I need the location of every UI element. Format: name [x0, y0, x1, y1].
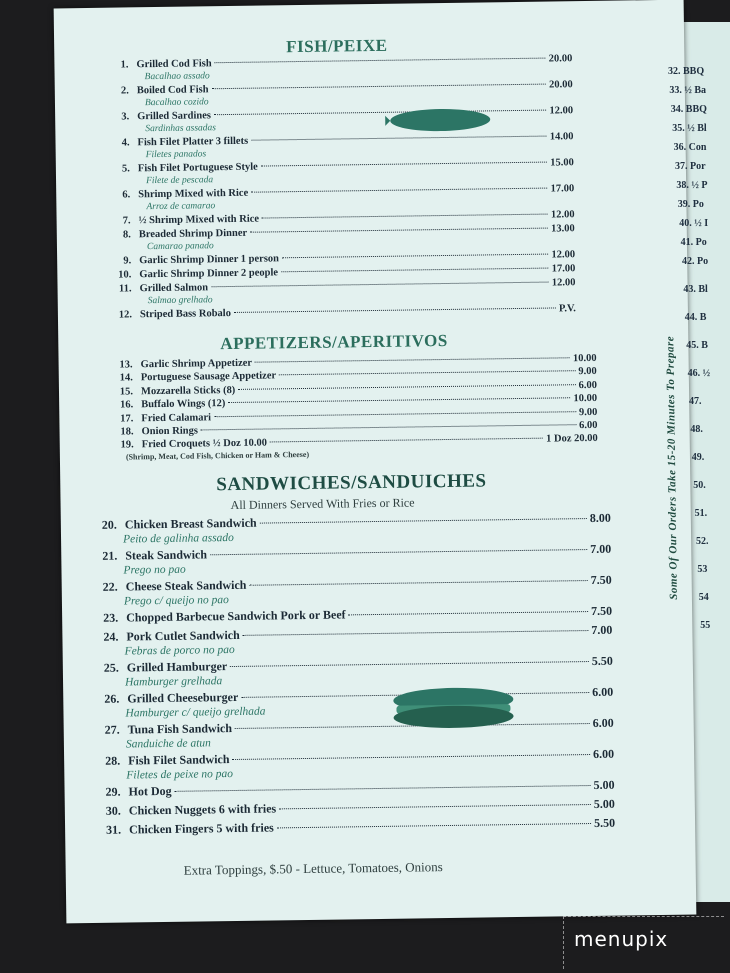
leader-dots: [214, 411, 576, 417]
item-name: Fish Filet Platter 3 fillets: [137, 135, 249, 149]
portuguese-name: Sardinhas assadas: [145, 123, 217, 135]
item-number: 6.: [122, 189, 131, 201]
item-number: 15.: [119, 386, 134, 398]
leader-dots: [210, 549, 587, 555]
leader-dots: [277, 823, 591, 828]
leader-dots: [230, 661, 589, 667]
croquet-note: (Shrimp, Meat, Cod Fish, Chicken or Ham & Cheese): [125, 449, 310, 462]
menu-item-row: [92, 623, 612, 645]
menu-item-row: [91, 511, 611, 533]
item-number: 3.: [121, 111, 130, 123]
menu-item-row: [102, 53, 572, 71]
menu-item-row: [105, 277, 575, 295]
item-number: 30.: [105, 803, 121, 818]
item-name: Grilled Salmon: [139, 282, 209, 295]
item-number: 18.: [120, 426, 134, 438]
next-page-item: 41. Po: [680, 237, 707, 248]
item-name: Grilled Sardines: [137, 110, 212, 123]
leader-dots: [270, 438, 543, 443]
leader-dots: [234, 307, 556, 312]
item-name: Garlic Shrimp Dinner 1 person: [139, 253, 280, 267]
menu-item-row: [104, 157, 574, 175]
portuguese-name: Filete de pescada: [145, 175, 214, 187]
item-price: 15.00: [550, 157, 574, 169]
item-number: 12.: [118, 309, 133, 321]
item-name: Mozzarella Sticks (8): [140, 384, 236, 398]
menu-item-row: [93, 654, 613, 676]
menu-item-row: [92, 573, 612, 595]
portuguese-name: Prego c/ queijo no pao: [123, 594, 229, 608]
next-page-item: 48.: [690, 424, 703, 435]
next-page-item: 51.: [694, 508, 708, 519]
item-price: 12.00: [551, 277, 576, 289]
next-page-item: 52.: [696, 536, 709, 547]
leader-dots: [201, 424, 576, 430]
item-name: Hot Dog: [128, 783, 172, 799]
item-number: 17.: [120, 412, 134, 425]
item-price: 1 Doz 20.00: [546, 433, 598, 445]
portuguese-name: Bacalhao cozido: [144, 97, 209, 109]
extra-toppings-note: Extra Toppings, $.50 - Lettuce, Tomatoes, Onions: [183, 859, 443, 878]
item-number: 27.: [104, 722, 120, 737]
menu-item-row: [94, 747, 614, 769]
item-price: 5.50: [593, 815, 616, 830]
item-price: 20.00: [549, 79, 573, 91]
item-price: 20.00: [548, 53, 573, 65]
menu-item-row: [103, 105, 573, 123]
next-page-item: 35. ½ Bl: [672, 123, 707, 134]
next-page-item: 44. B: [684, 312, 707, 323]
portuguese-name: Bacalhao assado: [144, 71, 210, 83]
item-name: Fried Calamari: [141, 411, 212, 424]
next-page-item: 38. ½ P: [676, 180, 708, 191]
item-price: 14.00: [549, 131, 574, 143]
portuguese-name: Camarao panado: [146, 241, 214, 253]
leader-dots: [251, 188, 547, 193]
item-name: Cheese Steak Sandwich: [125, 577, 247, 594]
portuguese-name: Sanduiche de atun: [125, 737, 211, 751]
leader-dots: [243, 630, 589, 636]
item-name: Garlic Shrimp Appetizer: [140, 357, 253, 371]
sandwich-illustration: [388, 684, 519, 734]
menu-item-row: [103, 79, 573, 97]
item-price: 6.00: [592, 684, 614, 699]
portuguese-name: Hamburger c/ queijo grelhada: [125, 705, 266, 720]
item-number: 7.: [122, 215, 131, 227]
portuguese-name: Filetes panados: [145, 149, 207, 161]
next-page-item: 34. BBQ: [670, 104, 707, 115]
item-number: 28.: [105, 753, 121, 768]
next-page-item: 47.: [689, 396, 702, 407]
menu-item-row: [104, 183, 574, 201]
item-number: 26.: [104, 691, 120, 706]
item-name: Fish Filet Portuguese Style: [137, 161, 258, 175]
item-name: Chicken Fingers 5 with fries: [129, 820, 274, 837]
menu-item-row: [106, 303, 576, 321]
portuguese-name: Peito de galinha assado: [122, 531, 234, 546]
item-price: 5.00: [593, 777, 615, 792]
next-page-item: 45. B: [686, 340, 708, 351]
sardine-illustration: [385, 102, 495, 138]
next-page-item: 37. Por: [675, 161, 706, 172]
item-name: Buffalo Wings (12): [141, 398, 226, 411]
item-name: Grilled Hamburger: [126, 659, 228, 675]
item-price: 12.00: [551, 249, 576, 261]
item-price: 17.00: [550, 183, 575, 195]
item-name: Fried Croquets ½ Doz 10.00: [141, 437, 268, 451]
watermark-logo: menupix: [563, 916, 724, 969]
menu-item-row: [95, 797, 615, 819]
item-name: Onion Rings: [141, 425, 198, 438]
next-page-item: 53: [697, 564, 708, 575]
item-name: ½ Shrimp Mixed with Rice: [138, 213, 260, 227]
leader-dots: [232, 754, 590, 760]
menu-item-row: [93, 685, 613, 707]
prep-time-note: Some Of Our Orders Take 15-20 Minutes To Prepare: [664, 335, 680, 600]
item-price: P.V.: [558, 303, 576, 315]
menu-item-row: [94, 778, 614, 800]
leader-dots: [238, 384, 575, 390]
item-price: 7.00: [591, 622, 613, 637]
menu-item-row: [103, 131, 573, 149]
item-name: Portuguese Sausage Appetizer: [140, 370, 277, 384]
item-price: 8.00: [589, 510, 611, 526]
section-title-sandwiches: SANDWICHES/SANDUICHES: [216, 470, 487, 496]
item-price: 6.00: [579, 419, 598, 432]
item-price: 9.00: [578, 406, 598, 418]
menu-item-row: [92, 604, 612, 626]
item-name: Breaded Shrimp Dinner: [138, 227, 248, 241]
leader-dots: [249, 580, 587, 586]
next-page-item: 39. Po: [677, 199, 704, 210]
item-price: 10.00: [572, 352, 597, 365]
item-number: 1.: [120, 59, 129, 71]
item-price: 7.50: [591, 603, 613, 618]
leader-dots: [175, 785, 591, 792]
item-number: 23.: [103, 610, 119, 625]
item-number: 14.: [119, 372, 133, 384]
item-price: 9.00: [578, 366, 597, 378]
portuguese-name: Febras de porco no pao: [124, 643, 235, 658]
leader-dots: [261, 162, 548, 167]
item-name: Shrimp Mixed with Rice: [138, 187, 249, 201]
item-price: 12.00: [549, 105, 574, 117]
next-page-item: 32. BBQ: [668, 66, 705, 77]
item-price: 10.00: [573, 393, 598, 405]
portuguese-name: Prego no pao: [123, 563, 186, 577]
item-price: 6.00: [593, 746, 615, 761]
leader-dots: [282, 254, 549, 259]
item-price: 6.00: [578, 379, 598, 391]
item-price: 12.00: [550, 209, 575, 221]
leader-dots: [279, 804, 591, 809]
item-number: 16.: [119, 399, 134, 411]
next-page-item: 43. Bl: [683, 284, 708, 295]
leader-dots: [250, 228, 548, 233]
next-page-item: 54: [698, 592, 709, 603]
item-price: 13.00: [551, 223, 575, 235]
item-number: 4.: [121, 137, 130, 149]
item-price: 17.00: [551, 263, 576, 275]
item-price: 5.00: [593, 796, 615, 811]
sandwiches-subtitle: All Dinners Served With Fries or Rice: [230, 495, 415, 513]
menu-item-row: [95, 816, 615, 838]
next-page-item: 42. Po: [682, 256, 709, 267]
next-page-item: 40. ½ I: [679, 218, 709, 229]
item-number: 11.: [118, 283, 132, 295]
item-name: Tuna Fish Sandwich: [127, 721, 233, 737]
menu-page: [54, 0, 697, 923]
leader-dots: [211, 282, 549, 288]
item-number: 10.: [118, 269, 132, 281]
menu-item-row: [91, 542, 611, 564]
item-name: Grilled Cheeseburger: [127, 689, 239, 706]
item-number: 9.: [123, 255, 132, 267]
item-name: Chicken Breast Sandwich: [124, 515, 257, 532]
section-title-appetizers: APPETIZERS/APERITIVOS: [220, 330, 448, 354]
next-page-item: 50.: [693, 480, 706, 491]
item-number: 24.: [103, 629, 119, 644]
item-number: 13.: [119, 359, 133, 371]
portuguese-name: Hamburger grelhada: [124, 675, 223, 689]
item-number: 20.: [101, 517, 117, 532]
item-name: Grilled Cod Fish: [136, 58, 212, 71]
next-page-item: 36. Con: [673, 142, 707, 153]
item-name: Fish Filet Sandwich: [128, 752, 230, 768]
item-name: Pork Cutlet Sandwich: [126, 627, 240, 644]
item-number: 22.: [102, 579, 118, 594]
portuguese-name: Arroz de camarao: [146, 201, 216, 213]
item-name: Chopped Barbecue Sandwich Pork or Beef: [126, 607, 346, 625]
leader-dots: [228, 397, 570, 403]
leader-dots: [215, 58, 546, 64]
portuguese-name: Salmao grelhado: [147, 295, 213, 307]
next-page-item: 55: [700, 620, 711, 631]
item-number: 8.: [122, 229, 131, 241]
item-name: Boiled Cod Fish: [136, 84, 209, 97]
item-number: 31.: [106, 822, 122, 837]
next-page-item: 33. ½ Ba: [669, 85, 707, 96]
item-price: 6.00: [592, 715, 614, 730]
next-page-item: 46. ½: [687, 368, 711, 379]
leader-dots: [260, 518, 587, 524]
leader-dots: [262, 214, 548, 219]
leader-dots: [214, 110, 547, 116]
leader-dots: [279, 371, 575, 376]
leader-dots: [349, 611, 589, 615]
item-name: Striped Bass Robalo: [139, 307, 232, 321]
item-price: 7.50: [590, 572, 612, 587]
leader-dots: [281, 268, 549, 273]
item-name: Chicken Nuggets 6 with fries: [128, 801, 277, 818]
menu-item-row: [105, 223, 575, 241]
menu-item-row: [94, 716, 614, 738]
item-name: Garlic Shrimp Dinner 2 people: [139, 267, 279, 281]
item-number: 21.: [102, 548, 118, 563]
item-number: 5.: [121, 163, 130, 175]
item-price: 5.50: [591, 653, 613, 668]
item-price: 7.00: [590, 541, 612, 557]
portuguese-name: Filetes de peixe no pao: [126, 768, 234, 782]
item-number: 2.: [120, 85, 129, 97]
item-number: 29.: [105, 784, 121, 799]
section-title-fish: FISH/PEIXE: [286, 35, 388, 57]
item-number: 19.: [120, 439, 134, 451]
item-name: Steak Sandwich: [125, 547, 208, 563]
leader-dots: [212, 84, 547, 90]
next-page-item: 49.: [691, 452, 705, 463]
item-number: 25.: [103, 660, 119, 675]
leader-dots: [255, 357, 570, 362]
